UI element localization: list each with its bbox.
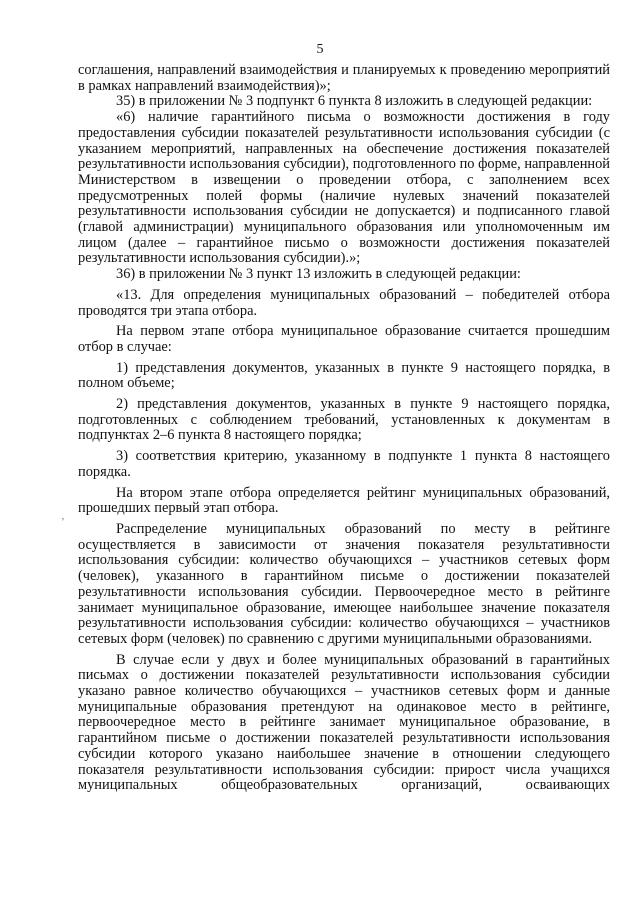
paragraph-rating-distribution: Распределение муниципальных образований по месту в рейтинге осуществляется в зависимости от значения показателя результативности использования субсидии: количество обучающихся – участников сетевых форм (человек), указанного в гарантийном письме о достижении показателей результативности использования субсидии. Первоочередное место в рейтинге занимает муниципальное образование, имеющее наибольшее значение показателя результативности использования субсидии: количество обучающихся – участников сетевых форм (человек) по сравнению с другими муниципальными образованиями.: [78, 520, 610, 647]
paragraph-item-36: 36) в приложении № 3 пункт 13 изложить в следующей редакции:: [116, 266, 521, 283]
paragraph-item-35: 35) в приложении № 3 подпункт 6 пункта 8 изложить в следующей редакции:: [116, 93, 593, 110]
page-number: 5: [316, 42, 324, 57]
paragraph-continuation: соглашения, направлений взаимодействия и планируемых к проведению мероприятий в рамках направлений взаимодействия)»;: [78, 62, 610, 94]
paragraph-equal-rating-case: В случае если у двух и более муниципальных образований в гарантийных письмах о достижении показателей результативности использования субсидии указано равное количество обучающихся – участников сетевых форм и данные муниципальные образования претендуют на одинаковое место в рейтинге, первоочередное место в рейтинге занимает муниципальное образование, в гарантийном письме о достижении показателей результативности использования субсидии которого указано наибольшее значение в отношении следующего показателя результативности использования субсидии: прирост числа учащихся муниципальных общеобразовательных организаций, осваивающих: [78, 651, 610, 794]
document-body: [78, 63, 610, 794]
paragraph-stage-one: На первом этапе отбора муниципальное образование считается прошедшим отбор в случае:: [78, 323, 610, 355]
paragraph-condition-3: 3) соответствия критерию, указанному в подпункте 1 пункта 8 настоящего порядка.: [78, 448, 610, 480]
paragraph-condition-1: 1) представления документов, указанных в пункте 9 настоящего порядка, в полном объеме;: [78, 359, 610, 392]
paragraph-point-13: «13. Для определения муниципальных образований – победителей отбора проводятся три этапа отбора.: [78, 286, 610, 319]
paragraph-stage-two: На втором этапе отбора определяется рейтинг муниципальных образований, прошедших первый этап отбора.: [78, 484, 610, 517]
paragraph-condition-2: 2) представления документов, указанных в пункте 9 настоящего порядка, подготовленных с соблюдением требований, установленных к документам в подпунктах 2–6 пункта 8 настоящего порядка;: [78, 396, 610, 444]
margin-mark: ‚: [61, 510, 65, 522]
paragraph-subpoint-6: «6) наличие гарантийного письма о возможности достижения в году предоставления субсидии показателей результативности использования субсидии (с указанием мероприятий, направленных на обеспечение достижения показателей результативности использования субсидии), подготовленного по форме, направленной Министерством в извещении о проведении отбора, с заполнением всех предусмотренных полей формы (наличие нулевых значений показателей результативности использования субсидии не допускается) и подписанного главой (главой администрации) муниципального образования или уполномоченным им лицом (далее – гарантийное письмо о возможности достижения показателей результативности использования субсидии).»;: [78, 109, 610, 267]
